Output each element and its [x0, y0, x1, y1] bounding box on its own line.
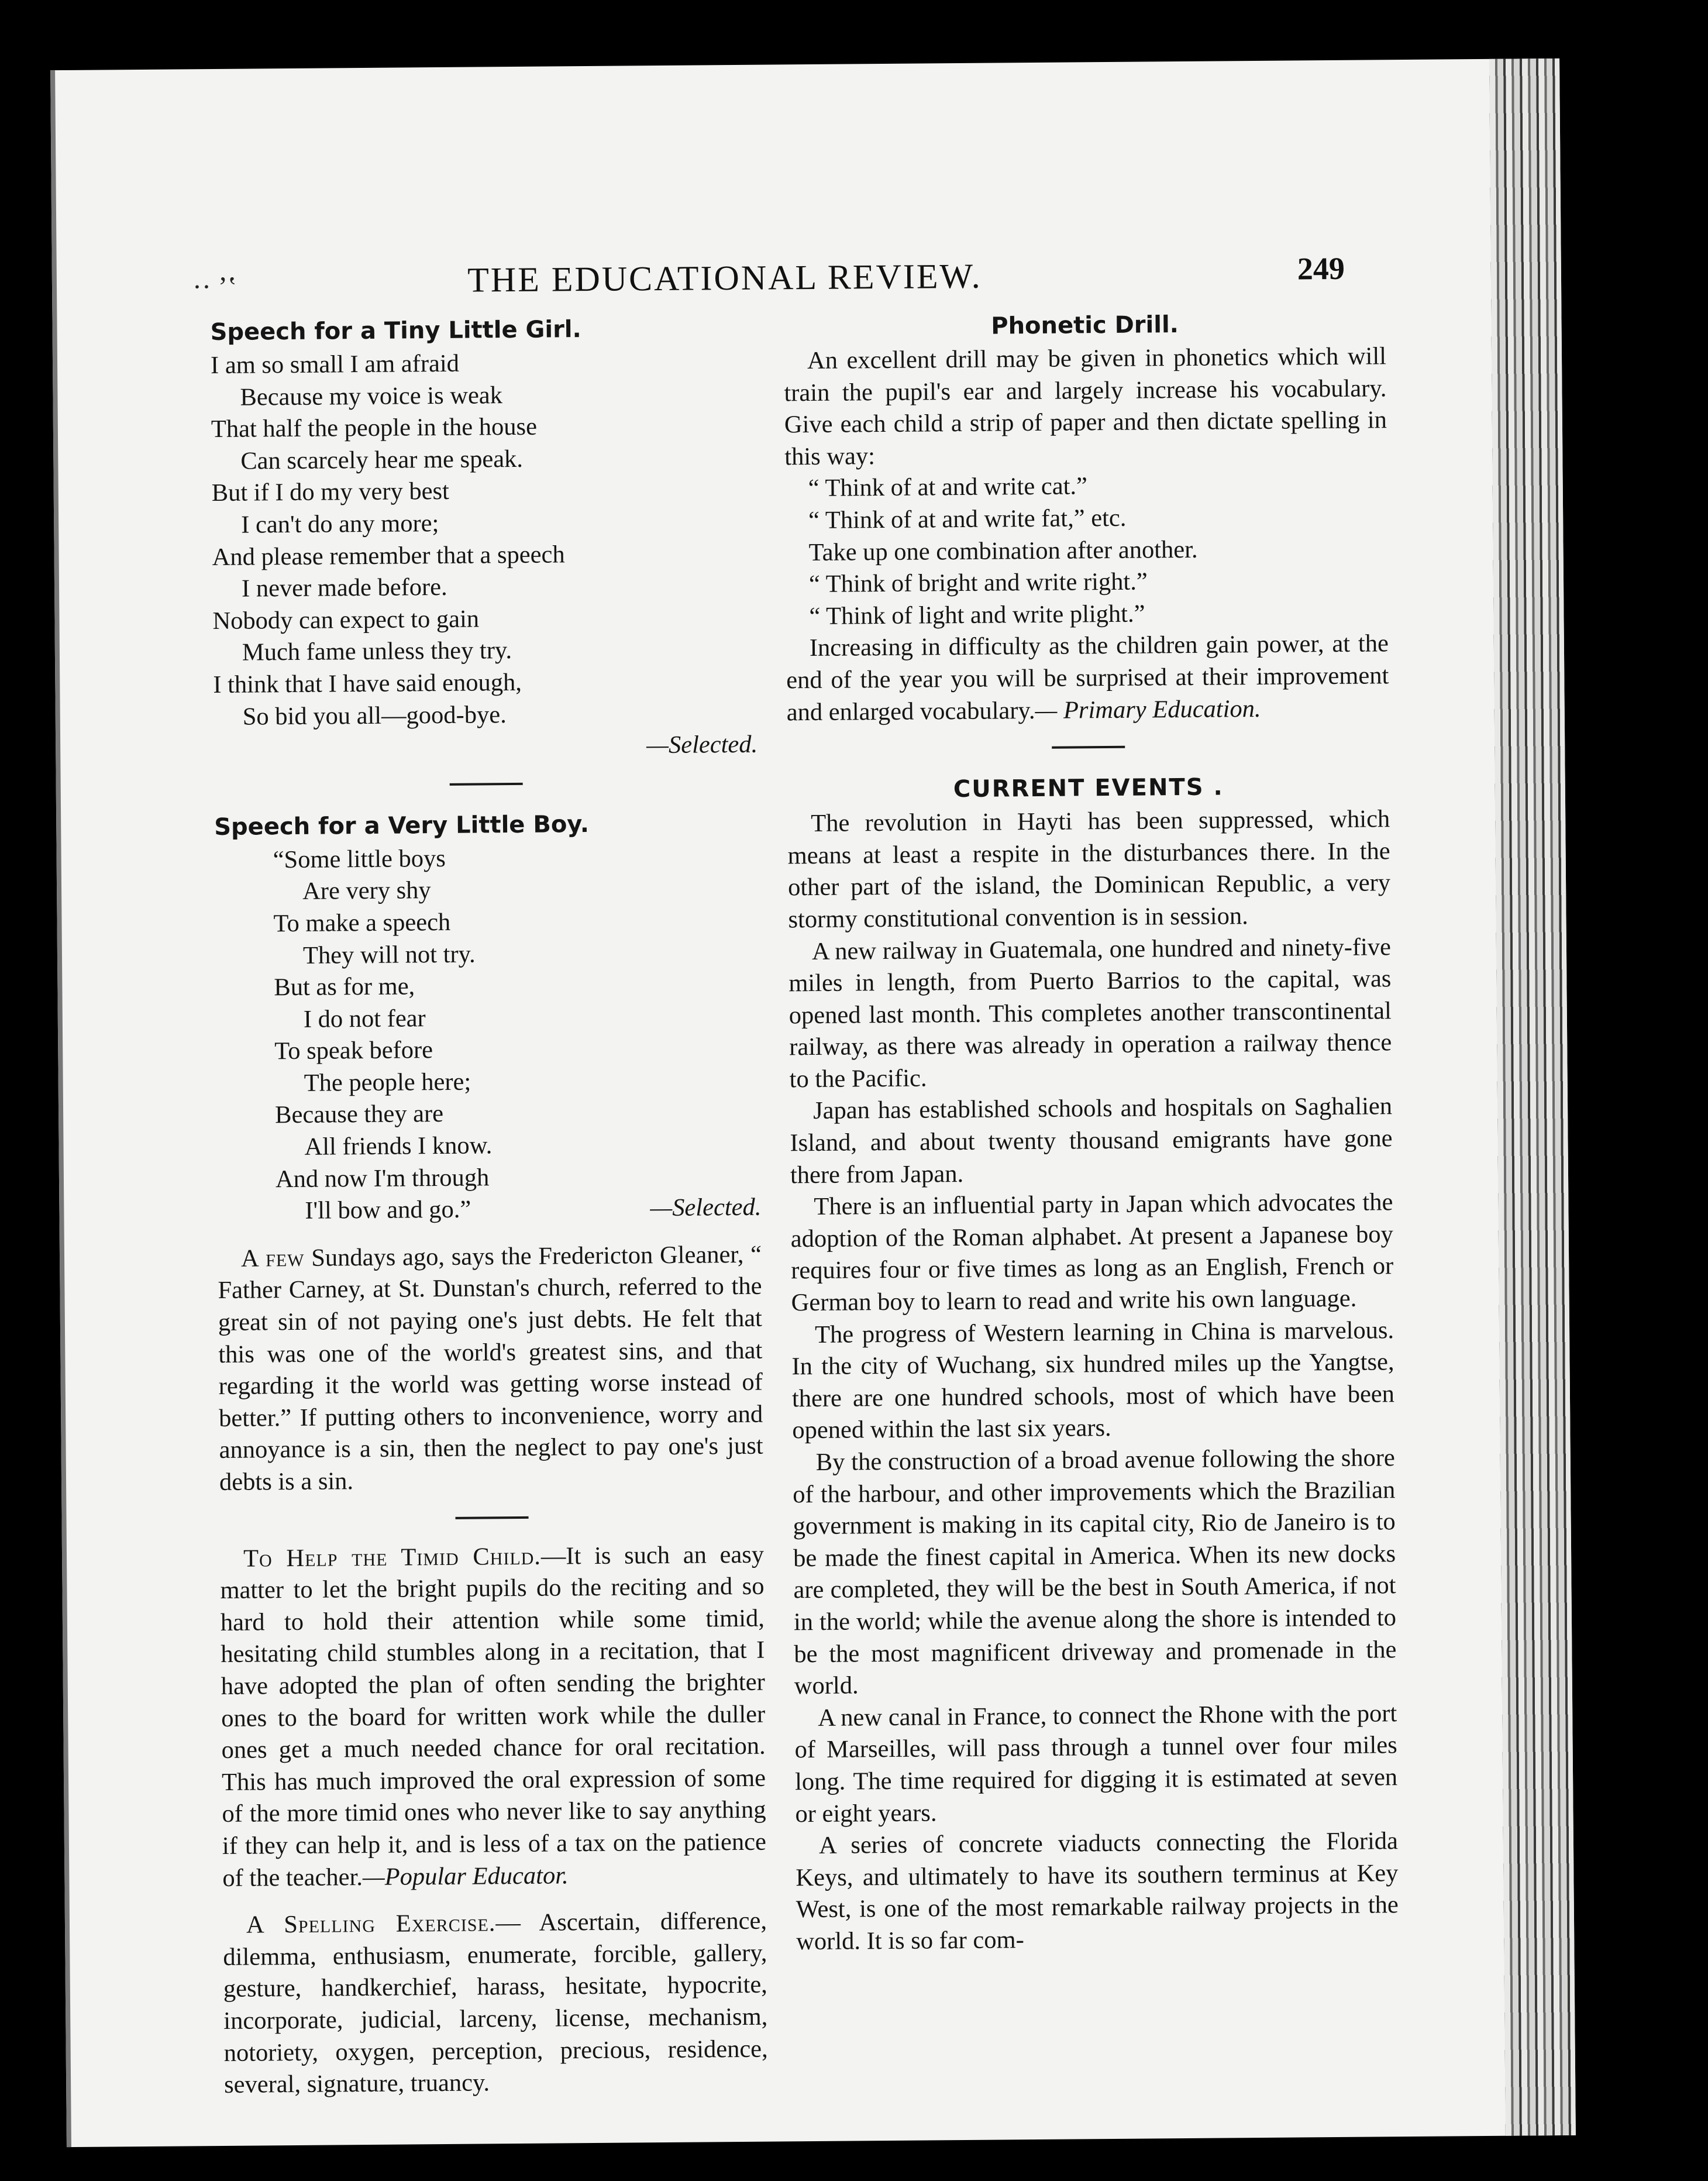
phonetic-intro: An excellent drill may be given in phonetics which will train the pupil's ear and largely increase his vocabulary. Give each child a strip of paper and then dictate spelling in this way:	[784, 342, 1387, 471]
scanned-page	[50, 59, 1576, 2147]
poem-line: To make a speech	[273, 908, 451, 938]
drill-line: “ Think of bright and write right.”	[808, 567, 1148, 598]
poem-line: Because they are	[274, 1100, 444, 1129]
poem-line: The people here;	[304, 1068, 471, 1097]
spelling-lead: A Spelling Exercise.	[246, 1909, 496, 1939]
poem-line: Nobody can expect to gain	[212, 605, 480, 635]
current-events-title: CURRENT EVENTS .	[953, 773, 1224, 803]
journal-title: THE EDUCATIONAL REVIEW.	[467, 256, 982, 300]
page-left-edge	[50, 70, 71, 2147]
event-paragraph: A new railway in Guatemala, one hundred and ninety-five miles in length, from Puerto Barrios to the capital, was opened last month. This completes another transcontinental railway, as there was already in operation a railway thence to the Pacific.	[788, 933, 1392, 1093]
section-divider	[455, 1516, 528, 1519]
drill-line: Take up one combination after another.	[808, 535, 1198, 566]
phonetic-drill-title: Phonetic Drill.	[991, 311, 1179, 340]
drill-line: “ Think of light and write plight.”	[809, 600, 1145, 630]
girl-poem	[211, 346, 758, 765]
poem-line: So bid you all—good-bye.	[242, 700, 507, 731]
girl-poem-attribution: —Selected.	[646, 730, 758, 759]
boy-poem	[215, 840, 762, 1227]
poem-line: I never made before.	[241, 573, 447, 603]
poem-line: All friends I know.	[304, 1131, 493, 1161]
poem-line: To speak before	[274, 1036, 433, 1065]
poem-line: I'll bow and go.”	[305, 1195, 471, 1225]
gleaner-paragraph	[218, 1239, 763, 1499]
gleaner-text: Sundays ago, says the Fredericton Gleaner, “ Father Carney, at St. Dunstan's church, referred to the great sin of not paying one's just debts. He felt that this was one of the world's greatest sins, and that regarding it the world was getting worse instead of better.” If putting others to inconvenience, worry and annoyance is a sin, then the neglect to pay one's just debts is a sin.	[218, 1240, 763, 1496]
current-events-list	[787, 803, 1399, 1958]
right-column	[783, 305, 1399, 1958]
poem-line: But as for me,	[274, 972, 415, 1002]
left-column	[210, 311, 768, 2101]
section-divider	[1052, 746, 1125, 749]
page-number: 249	[1297, 250, 1345, 287]
poem-line: And now I'm through	[275, 1164, 490, 1193]
poem-line: Much fame unless they try.	[242, 637, 512, 666]
phonetic-attribution: — Primary Education.	[1035, 694, 1261, 724]
poem-line: I do not fear	[303, 1004, 426, 1033]
event-paragraph: A series of concrete viaducts connecting the Florida Keys, and ultimately to have its southern terminus at Key West, is one of the most remarkable railway projects in the world. It is so far com-	[796, 1827, 1399, 1956]
event-paragraph: By the construction of a broad avenue following the shore of the harbour, and other improvements which the Brazilian government is making in its capital city, Rio de Janeiro is to be made the finest capital in America. When its new docks are completed, they will be the best in South America, if not in the world; while the avenue along the shore is intended to be the most magnificent driveway and promenade in the world.	[793, 1444, 1397, 1700]
spelling-text: — Ascertain, difference, dilemma, enthusiasm, enumerate, forcible, gallery, gesture, handkerchief, harass, hesitate, hypocrite, incorporate, judicial, larceny, license, mechanism, notoriety, oxygen, perception, precious, residence, several, signature, truancy.	[223, 1907, 768, 2099]
poem-line: Because my voice is weak	[240, 381, 503, 411]
section-divider	[449, 783, 522, 786]
poem-line: Can scarcely hear me speak.	[240, 445, 524, 475]
girl-poem-title: Speech for a Tiny Little Girl.	[210, 316, 581, 346]
poem-line: They will not try.	[302, 940, 476, 969]
poem-line: I am so small I am afraid	[210, 349, 460, 380]
timid-child-attribution: —Popular Educator.	[362, 1861, 569, 1891]
poem-line: I can't do any more;	[241, 509, 439, 539]
timid-child-paragraph	[220, 1539, 767, 1894]
drill-line: “ Think of at and write cat.”	[808, 472, 1088, 503]
poem-line-last	[276, 1192, 761, 1227]
poem-line: Are very shy	[302, 876, 431, 906]
drill-line: “ Think of at and write fat,” etc.	[808, 504, 1127, 534]
spelling-paragraph	[223, 1905, 769, 2101]
boy-poem-attribution: —Selected.	[650, 1193, 762, 1222]
phonetic-outro	[786, 628, 1389, 729]
gleaner-lead: A few	[240, 1244, 305, 1272]
poem-line: I think that I have said enough,	[213, 668, 522, 699]
poem-line: But if I do my very best	[211, 477, 450, 507]
poem-line: That half the people in the house	[211, 412, 538, 443]
event-paragraph: Japan has established schools and hospitals on Saghalien Island, and about twenty thousand emigrants have gone there from Japan.	[790, 1092, 1393, 1189]
header-marks: ·· ʼʽ	[192, 271, 237, 303]
poem-line: “Some little boys	[273, 844, 446, 873]
timid-child-text: —It is such an easy matter to let the bright pupils do the reciting and so hard to hold their attention while some timid, hesitating child stumbles along in a recitation, that I have adopted the plan of often sending the brighter ones to the board for written work while the duller ones get a much needed chance for oral recitation. This has much improved the oral expression of some of the more timid ones who never like to say anything if they can help it, and is less of a tax on the patience of the teacher.	[220, 1540, 767, 1892]
phonetic-outro-text: Increasing in difficulty as the children gain power, at the end of the year you will be surprised at their improvement and enlarged vocabulary.	[786, 629, 1389, 726]
boy-poem-title: Speech for a Very Little Boy.	[214, 810, 590, 841]
event-paragraph: There is an influential party in Japan which advocates the adoption of the Roman alphabet. At present a Japanese boy requires four or five times as long as an English, French or German boy to learn to read and write his own language.	[790, 1188, 1394, 1317]
book-spine	[1489, 59, 1576, 2136]
event-paragraph: A new canal in France, to connect the Rhone with the port of Marseilles, will pass through a tunnel over four miles long. The time required for digging it is estimated at seven or eight years.	[794, 1699, 1398, 1828]
timid-child-lead: To Help the Timid Child.	[243, 1542, 542, 1573]
event-paragraph: The progress of Western learning in China is marvelous. In the city of Wuchang, six hundred miles up the Yangtse, there are one hundred schools, most of which have been opened within the last six years.	[791, 1316, 1395, 1444]
poem-line: And please remember that a speech	[212, 540, 565, 571]
event-paragraph: The revolution in Hayti has been suppressed, which means at least a respite in the disturbances there. In the other part of the island, the Dominican Republic, a very stormy constitutional convention is in session.	[787, 805, 1391, 934]
phonetic-drill-lines	[785, 469, 1389, 633]
